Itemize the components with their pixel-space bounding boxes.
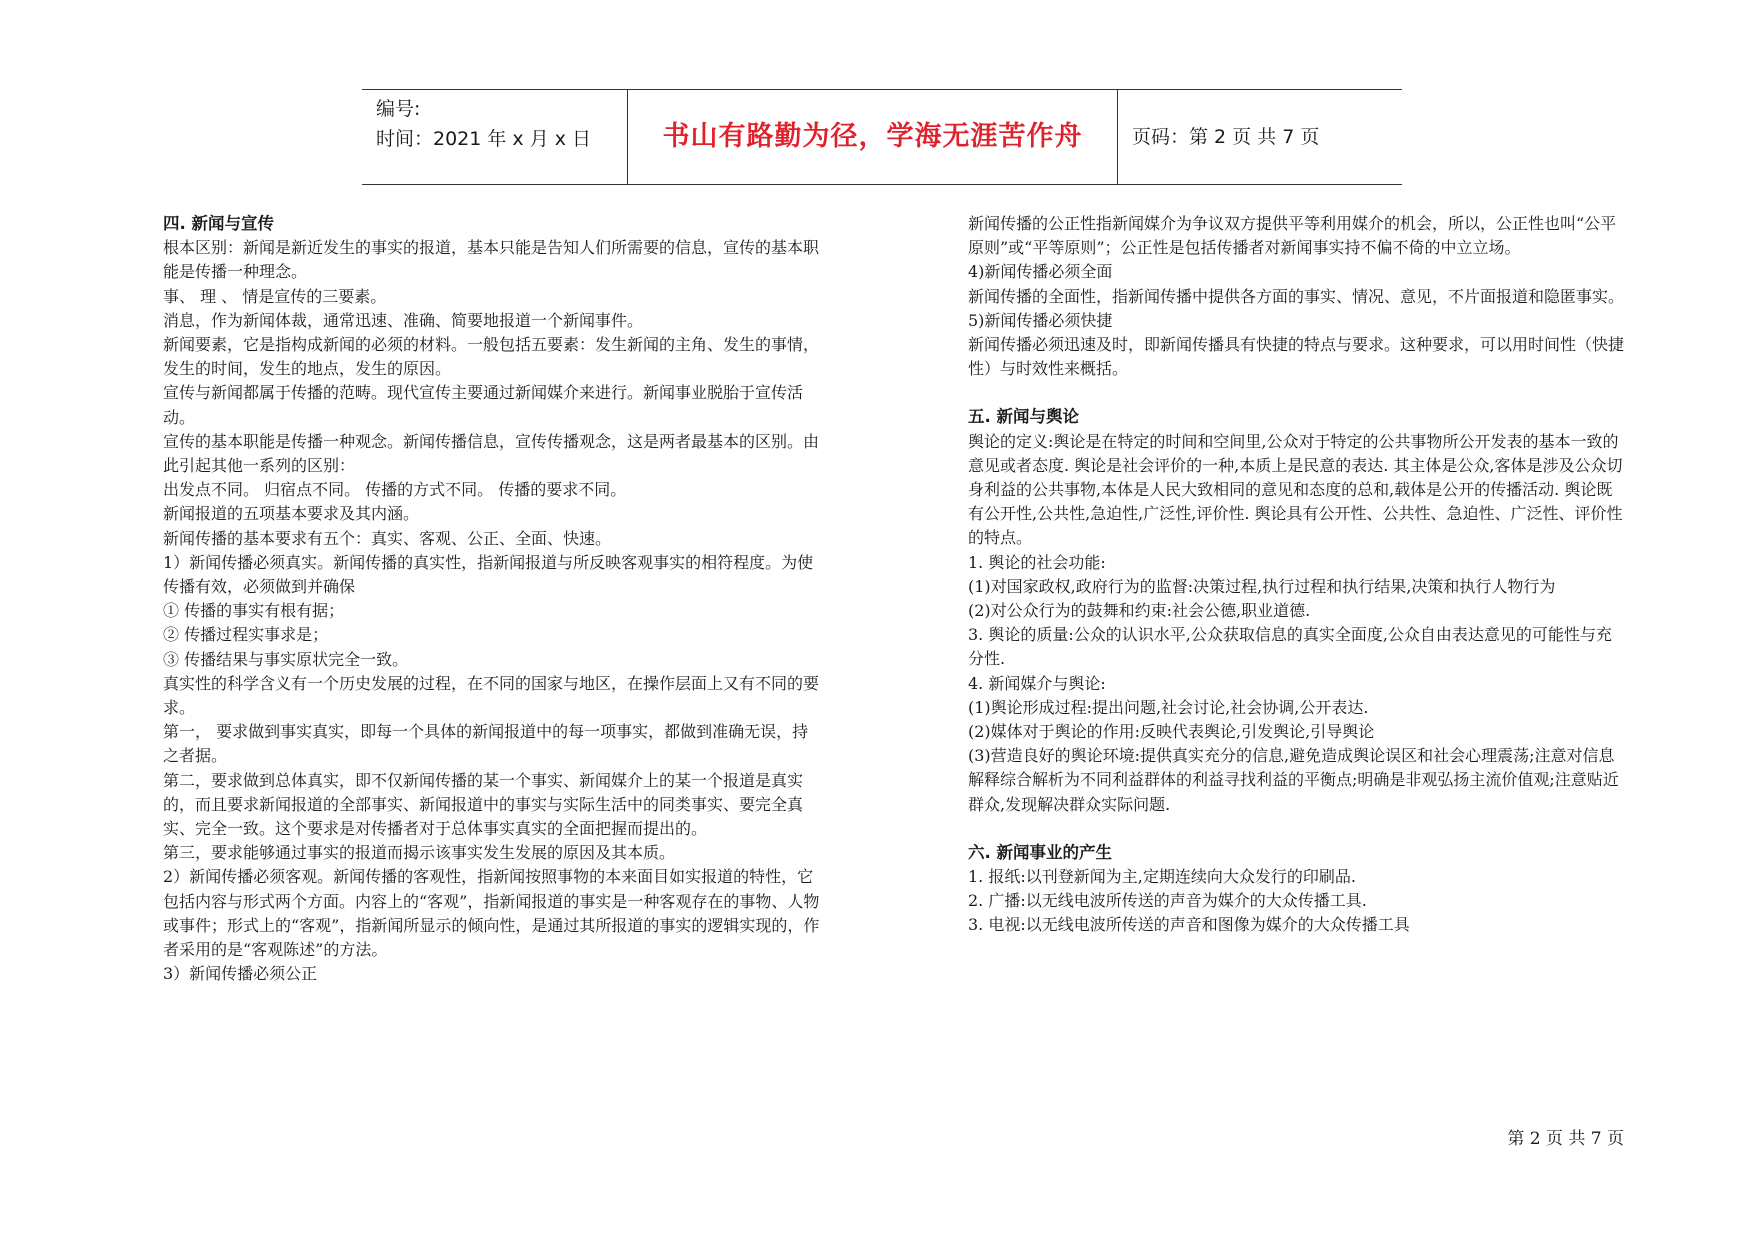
paragraph: 第一， 要求做到事实真实，即每一个具体的新闻报道中的每一项事实，都做到准确无误，持之者据。 <box>163 722 809 766</box>
paragraph: 3. 电视:以无线电波所传送的声音和图像为媒介的大众传播工具 <box>968 915 1410 935</box>
paragraph: ③ 传播结果与事实原状完全一致。 <box>163 649 409 669</box>
paragraph: 新闻传播的基本要求有五个：真实、客观、公正、全面、快速。 <box>163 528 612 548</box>
header-meta-cell <box>362 90 628 184</box>
paragraph: 消息，作为新闻体裁，通常迅速、准确、简要地报道一个新闻事件。 <box>163 310 644 330</box>
paragraph: 第三，要求能够通过事实的报道而揭示该事实发生发展的原因及其本质。 <box>163 843 676 863</box>
section-heading: 四. 新闻与宣传 <box>163 214 275 233</box>
right-text-column <box>968 212 1624 938</box>
paragraph: 3. 舆论的质量:公众的认识水平,公众获取信息的真实全面度,公众自由表达意见的可能性与充分性. <box>968 625 1612 669</box>
paragraph: (3)营造良好的舆论环境:提供真实充分的信息,避免造成舆论误区和社会心理震荡;注意对信息解释综合解析为不同利益群体的利益寻找利益的平衡点;明确是非观弘扬主流价值观;注意贴近群众,发现解决群众实际问题. <box>968 746 1619 814</box>
page-header <box>362 89 1402 185</box>
document-time-label: 时间：2021 年 x 月 x 日 <box>376 128 592 150</box>
paragraph: 1. 舆论的社会功能: <box>968 552 1106 572</box>
paragraph: 3）新闻传播必须公正 <box>163 964 318 984</box>
paragraph: 新闻传播的全面性，指新闻传播中提供各方面的事实、情况、意见，不片面报道和隐匿事实。 <box>968 286 1625 306</box>
paragraph: ② 传播过程实事求是； <box>163 625 329 645</box>
paragraph: 第二，要求做到总体真实，即不仅新闻传播的某一个事实、新闻媒介上的某一个报道是真实的，而且要求新闻报道的全部事实、新闻报道中的事实与实际生活中的同类事实、要完全真实、完全一致。这个要求是对传播者对于总体事实真实的全面把握而提出的。 <box>163 770 804 839</box>
paragraph: 出发点不同。 归宿点不同。 传播的方式不同。 传播的要求不同。 <box>163 480 627 500</box>
paragraph: 2）新闻传播必须客观。新闻传播的客观性，指新闻按照事物的本来面目如实报道的特性，它包括内容与形式两个方面。内容上的“客观”，指新闻报道的事实是一种客观存在的事物、人物或事件；形式上的“客观”，指新闻所显示的倾向性，是通过其所报道的事实的逻辑实现的，作者采用的是“客观陈述”的方法。 <box>163 867 820 960</box>
paragraph: 新闻传播的公正性指新闻媒介为争议双方提供平等利用媒介的机会，所以，公正性也叫“公平原则”或“平等原则”；公正性是包括传播者对新闻事实持不偏不倚的中立立场。 <box>968 214 1617 258</box>
paragraph: 4. 新闻媒介与舆论: <box>968 673 1106 693</box>
paragraph: 2. 广播:以无线电波所传送的声音为媒介的大众传播工具. <box>968 891 1367 911</box>
paragraph: 真实性的科学含义有一个历史发展的过程，在不同的国家与地区，在操作层面上又有不同的要求。 <box>163 673 820 718</box>
paragraph: (1)舆论形成过程:提出问题,社会讨论,社会协调,公开表达. <box>968 697 1369 717</box>
paragraph: 新闻传播必须迅速及时，即新闻传播具有快捷的特点与要求。这种要求，可以用时间性（快捷性）与时效性来概括。 <box>968 335 1625 379</box>
paragraph: 1. 报纸:以刊登新闻为主,定期连续向大众发行的印刷品. <box>968 867 1356 887</box>
paragraph-spacer <box>968 817 1624 841</box>
paragraph: 宣传的基本职能是传播一种观念。新闻传播信息，宣传传播观念，这是两者最基本的区别。由此引起其他一系列的区别： <box>163 431 820 476</box>
page-footer: 第 2 页 共 7 页 <box>1507 1129 1624 1149</box>
paragraph: (1)对国家政权,政府行为的监督:决策过程,执行过程和执行结果,决策和执行人物行为 <box>968 576 1556 596</box>
section-heading: 五. 新闻与舆论 <box>968 407 1080 427</box>
paragraph: 新闻报道的五项基本要求及其内涵。 <box>163 504 420 524</box>
paragraph-spacer <box>968 381 1624 405</box>
paragraph: (2)媒体对于舆论的作用:反映代表舆论,引发舆论,引导舆论 <box>968 722 1375 742</box>
paragraph: 新闻要素，它是指构成新闻的必须的材料。一般包括五要素：发生新闻的主角、发生的事情，发生的时间，发生的地点，发生的原因。 <box>163 335 820 379</box>
paragraph: ① 传播的事实有根有据； <box>163 601 345 621</box>
paragraph: 事、 理 、 情是宣传的三要素。 <box>163 286 387 306</box>
paragraph: 4)新闻传播必须全面 <box>968 262 1113 282</box>
paragraph: 1）新闻传播必须真实。新闻传播的真实性，指新闻报道与所反映客观事实的相符程度。为使传播有效，必须做到并确保 <box>163 552 814 597</box>
left-text-column <box>163 212 823 987</box>
header-motto: 书山有路勤为径，学海无涯苦作舟 <box>628 90 1118 184</box>
paragraph: 根本区别：新闻是新近发生的事实的报道，基本只能是告知人们所需要的信息，宣传的基本职能是传播一种理念。 <box>163 238 820 282</box>
paragraph: 宣传与新闻都属于传播的范畴。现代宣传主要通过新闻媒介来进行。新闻事业脱胎于宣传活动。 <box>163 383 804 427</box>
paragraph: 5)新闻传播必须快捷 <box>968 310 1113 330</box>
document-number-label: 编号: <box>376 98 421 120</box>
section-heading: 六. 新闻事业的产生 <box>968 842 1113 862</box>
paragraph: 舆论的定义:舆论是在特定的时间和空间里,公众对于特定的公共事物所公开发表的基本一致的意见或者态度. 舆论是社会评价的一种,本质上是民意的表达. 其主体是公众,客体是涉及公众切身利益的公共事物,本体是人民大致相同的意见和态度的总和,载体是公开的传播活动. 舆论既有公开性,公共性,急迫性,广泛性,评价性. 舆论具有公开性、公共性、急迫性、广泛性、评价性的特点。 <box>968 431 1623 548</box>
header-page-number: 页码：第 2 页 共 7 页 <box>1132 126 1320 148</box>
paragraph: (2)对公众行为的鼓舞和约束:社会公德,职业道德. <box>968 601 1311 621</box>
